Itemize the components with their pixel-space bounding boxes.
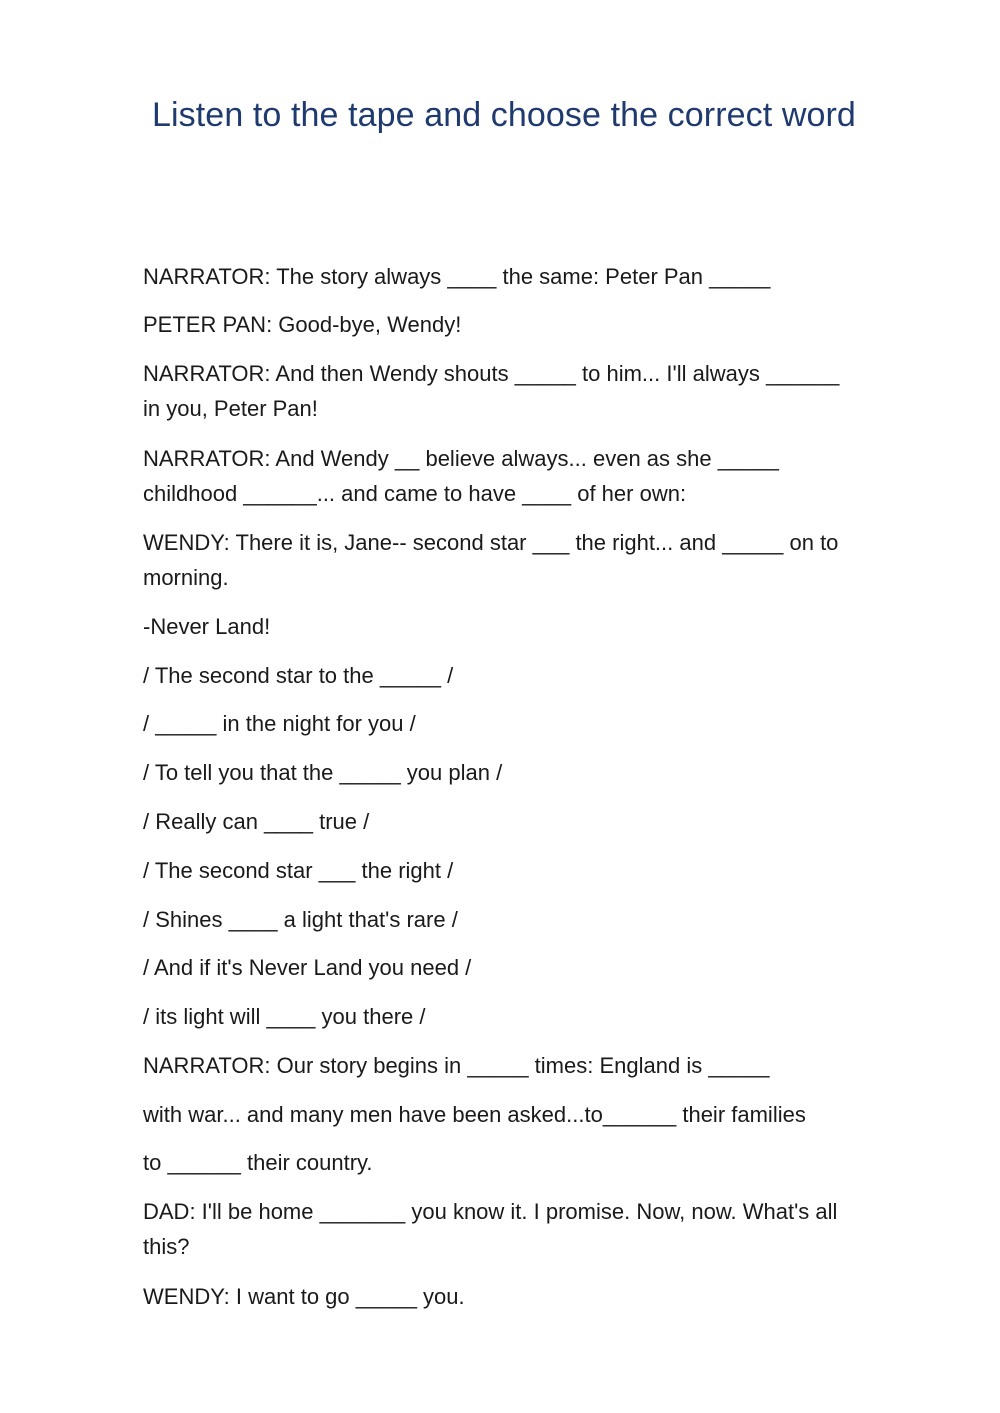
text-line: NARRATOR: The story always ____ the same: Peter Pan _____	[143, 264, 771, 289]
worksheet-title: Listen to the tape and choose the correct word	[152, 96, 856, 134]
text-line: -Never Land!	[143, 614, 271, 639]
text-line: to ______ their country.	[143, 1150, 373, 1175]
text-line: / The second star ___ the right /	[143, 858, 454, 883]
text-line: / The second star to the _____ /	[143, 663, 454, 688]
text-line: this?	[143, 1234, 190, 1259]
text-line: / _____ in the night for you /	[143, 711, 416, 736]
text-line: NARRATOR: And Wendy __ believe always... even as she _____	[143, 446, 779, 471]
text-line: childhood ______... and came to have ____ of her own:	[143, 481, 687, 506]
text-line: / To tell you that the _____ you plan /	[143, 760, 503, 785]
text-line: NARRATOR: And then Wendy shouts _____ to him... I'll always ______	[143, 361, 840, 386]
text-line: NARRATOR: Our story begins in _____ times: England is _____	[143, 1053, 770, 1078]
text-line: DAD: I'll be home _______ you know it. I promise. Now, now. What's all	[143, 1199, 838, 1224]
text-line: / And if it's Never Land you need /	[143, 955, 472, 980]
text-line: morning.	[143, 565, 229, 590]
text-line: in you, Peter Pan!	[143, 396, 318, 421]
text-line: / Shines ____ a light that's rare /	[143, 907, 458, 932]
text-line: WENDY: There it is, Jane-- second star ___ the right... and _____ on to	[143, 530, 839, 555]
text-line: PETER PAN: Good-bye, Wendy!	[143, 312, 462, 337]
text-line: WENDY: I want to go _____ you.	[143, 1284, 465, 1309]
text-line: with war... and many men have been asked...to______ their families	[143, 1102, 806, 1127]
text-line: / Really can ____ true /	[143, 809, 370, 834]
text-line: / its light will ____ you there /	[143, 1004, 426, 1029]
